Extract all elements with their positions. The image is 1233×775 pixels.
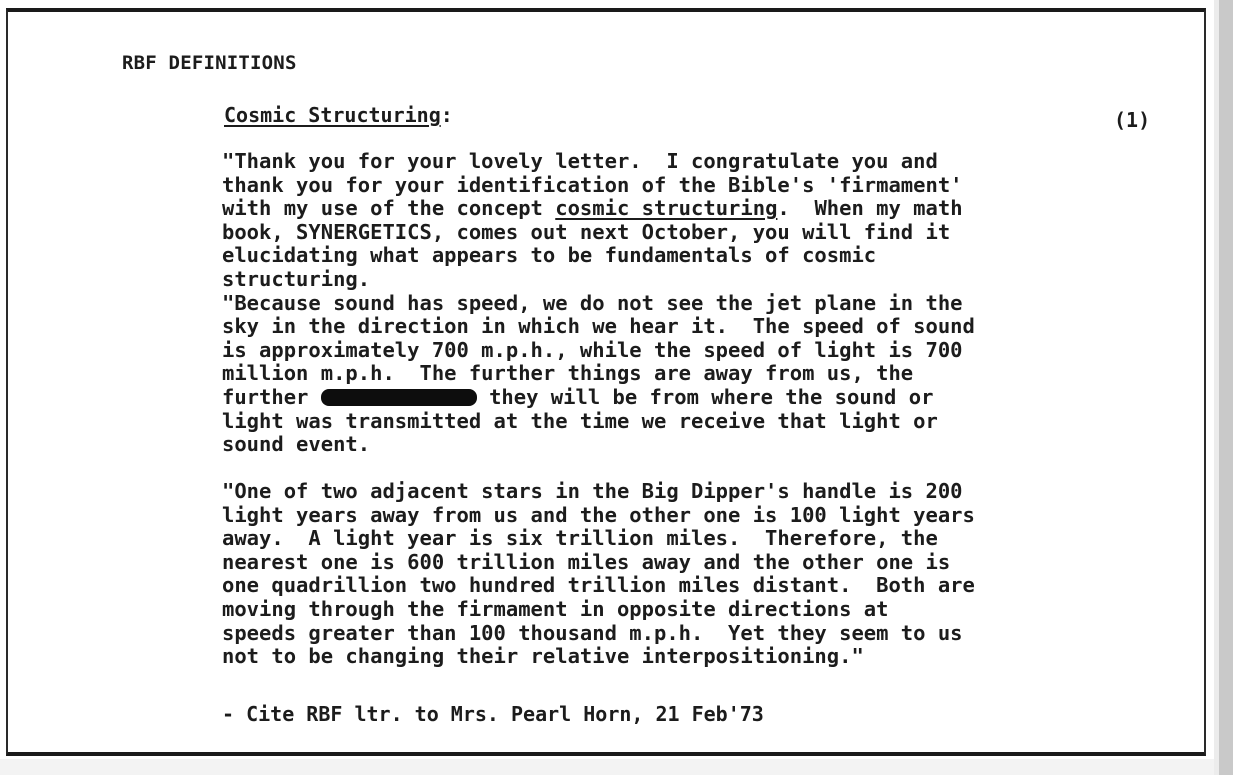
text-line: nearest one is 600 trillion miles away and the other one is <box>222 549 951 574</box>
text-line: speeds greater than 100 thousand m.p.h. Yet they seem to us <box>222 620 963 645</box>
text-line: "One of two adjacent stars in the Big Dipper's handle is 200 <box>222 479 963 503</box>
text-line: one quadrillion two hundred trillion miles distant. Both are <box>222 573 975 598</box>
text-line: they will be from where the sound or <box>476 384 934 409</box>
scan-margin <box>0 759 1214 775</box>
text-line: light was transmitted at the time we receive that light or <box>222 408 938 433</box>
scan-edge <box>1214 0 1233 775</box>
text-line: sky in the direction in which we hear it. The speed of sound <box>222 314 975 339</box>
underlined-term: cosmic structuring <box>555 196 778 221</box>
text-line: not to be changing their relative interpositioning." <box>222 644 864 669</box>
page-number: (1) <box>1114 108 1151 132</box>
text-line: is approximately 700 m.p.h., while the speed of light is 700 <box>222 337 963 362</box>
text-line: "Thank you for your lovely letter. I congratulate you and <box>222 149 938 173</box>
quote-paragraph-1 <box>222 150 975 457</box>
redaction-mark <box>321 389 477 406</box>
citation: - Cite RBF ltr. to Mrs. Pearl Horn, 21 Feb'73 <box>222 702 764 726</box>
text-line: further <box>222 384 321 409</box>
text-line: structuring. <box>222 266 371 291</box>
quote-paragraph-2 <box>222 480 975 669</box>
text-line: away. A light year is six trillion miles. Therefore, the <box>222 526 938 551</box>
term-title-text: Cosmic Structuring <box>224 103 441 127</box>
text-line: sound event. <box>222 432 371 457</box>
text-line: book, SYNERGETICS, comes out next October, you will find it <box>222 219 951 244</box>
document-heading: RBF DEFINITIONS <box>122 52 297 74</box>
text-line: with my use of the concept <box>222 196 556 221</box>
text-line: moving through the firmament in opposite directions at <box>222 596 889 621</box>
text-line: . When my math <box>777 196 963 221</box>
text-line: thank you for your identification of the Bible's 'firmament' <box>222 172 963 197</box>
text-line: light years away from us and the other one is 100 light years <box>222 502 975 527</box>
text-line: elucidating what appears to be fundamentals of cosmic <box>222 243 877 268</box>
term-title <box>224 103 453 127</box>
text-line: million m.p.h. The further things are away from us, the <box>222 361 914 386</box>
text-line: "Because sound has speed, we do not see the jet plane in the <box>222 290 963 315</box>
term-title-colon: : <box>440 103 453 127</box>
